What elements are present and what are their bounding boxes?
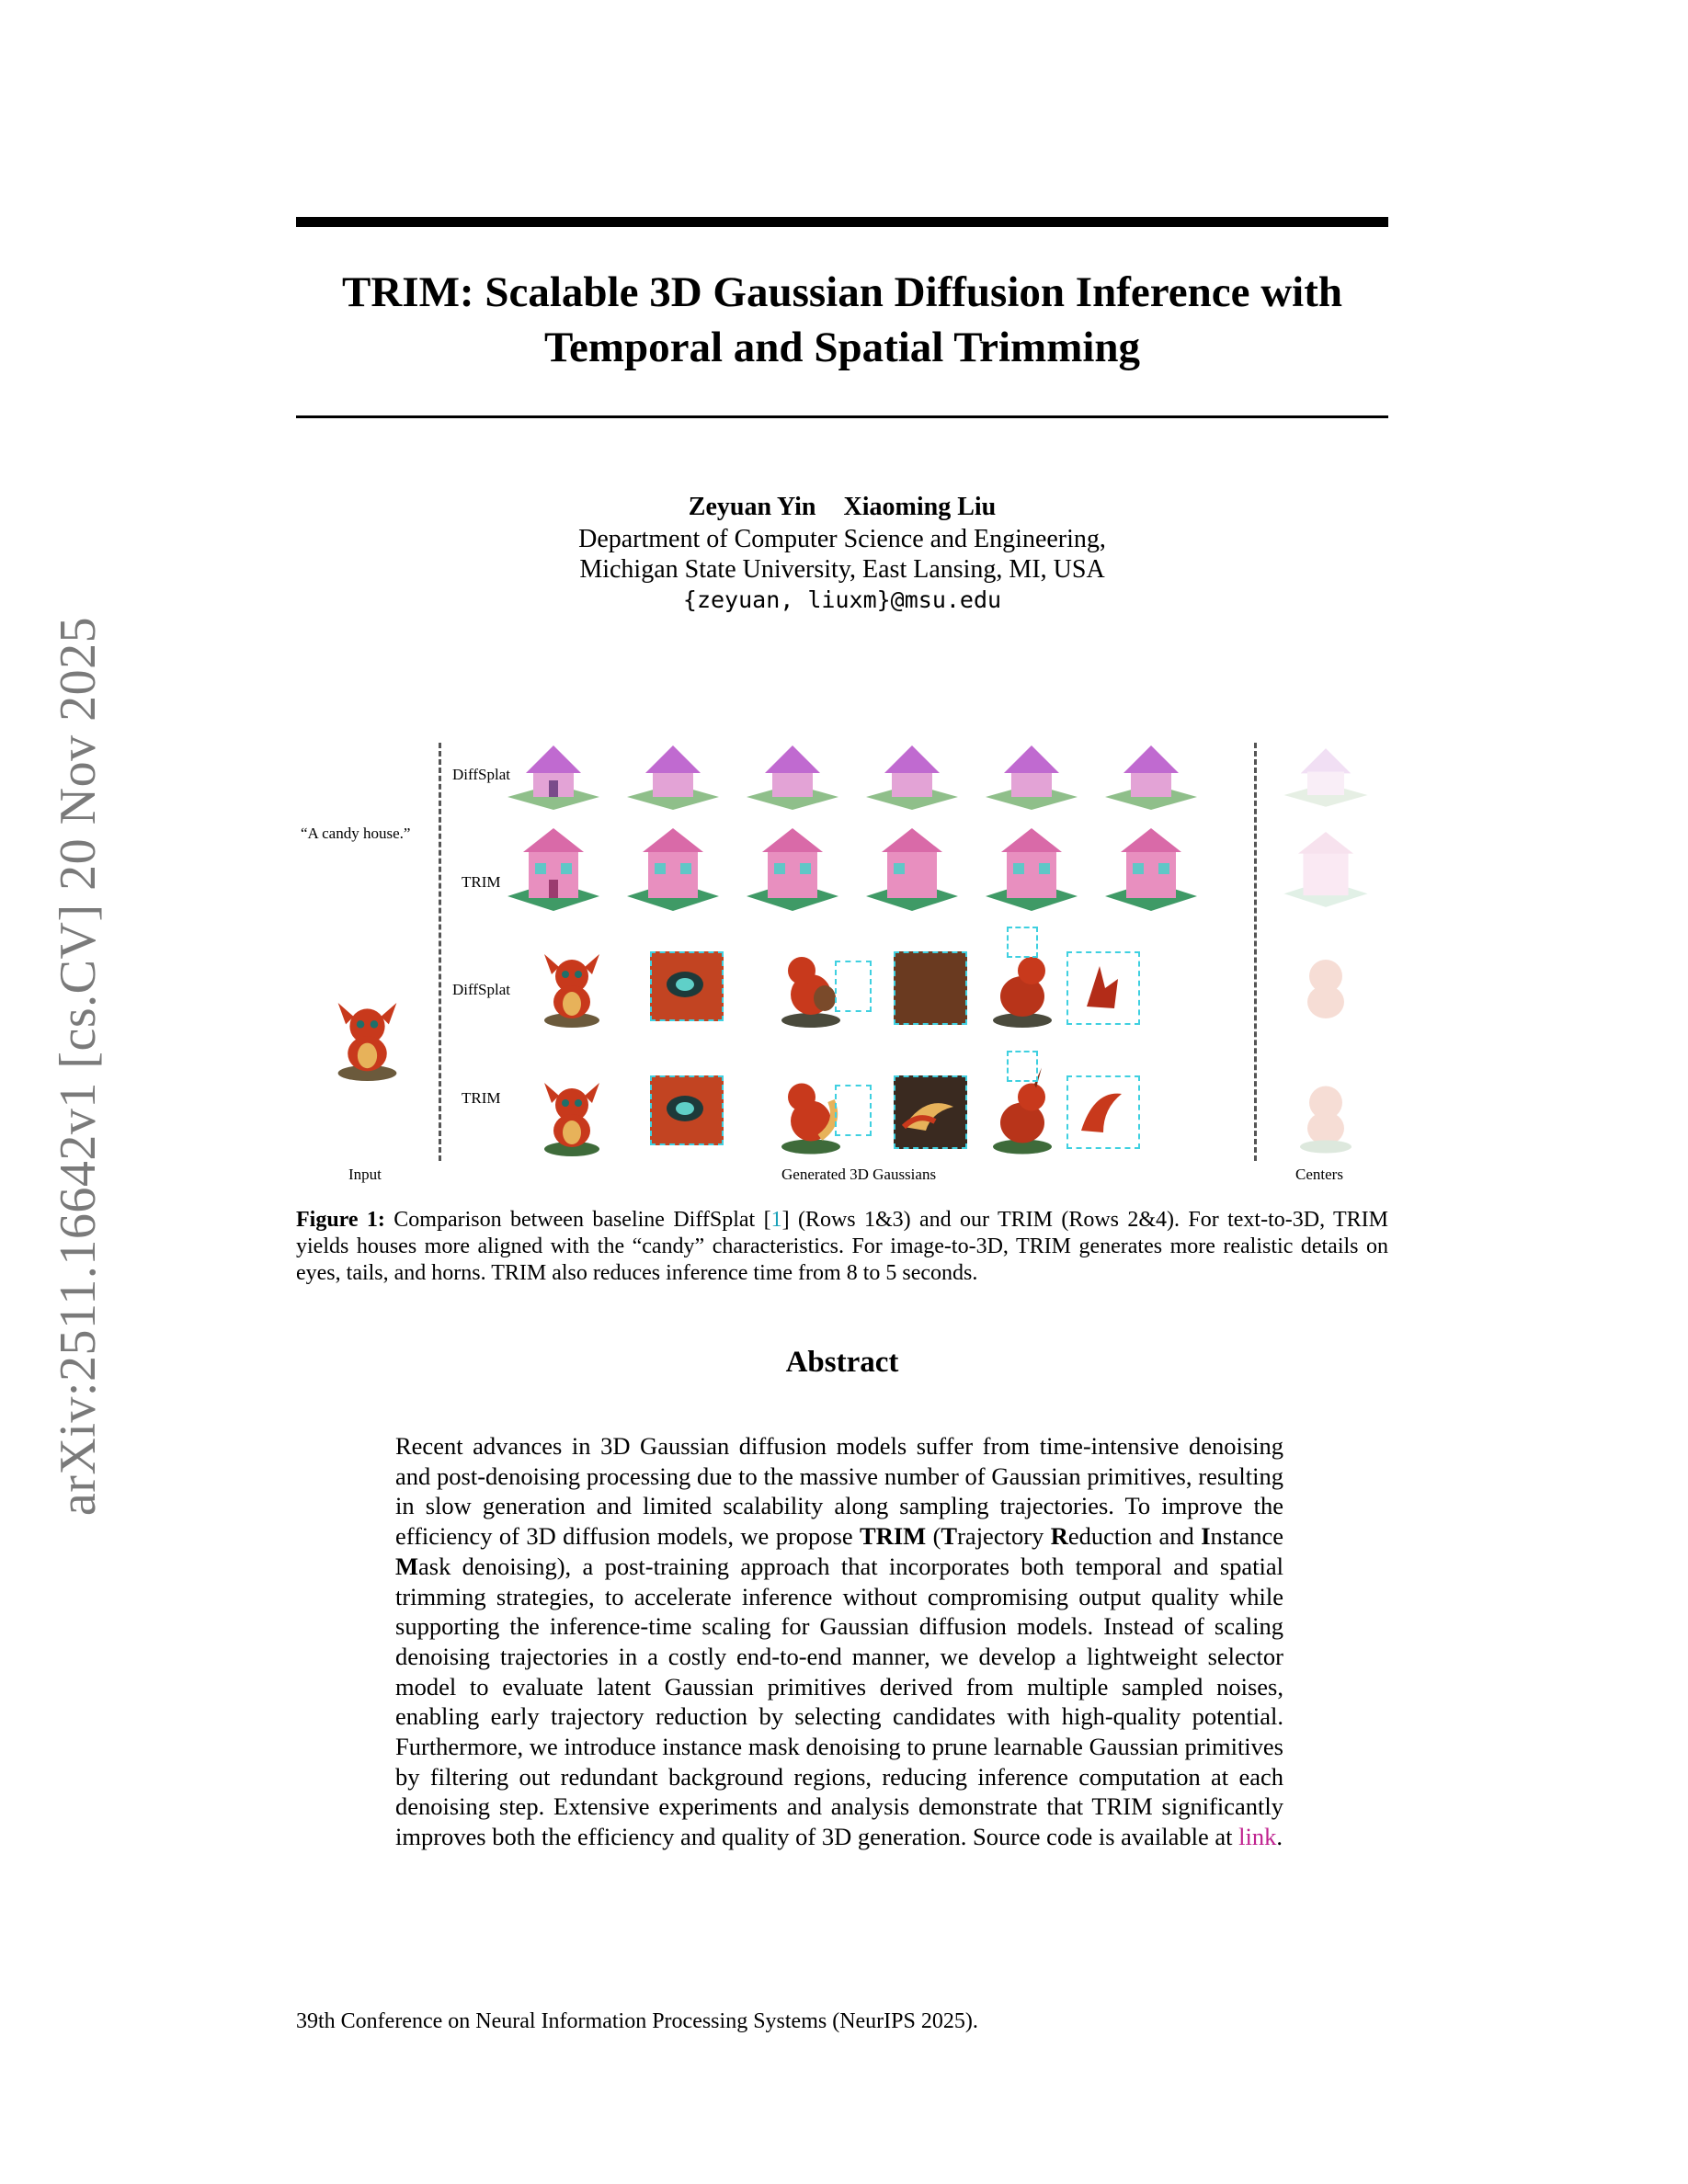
caption-text: ] (Rows 1&3) and our TRIM (Rows 2&4). For text-to-3D, TRIM yields houses more aligned with the “candy” characteristics. For image-to-3D, TRIM generates more realistic details on eyes, tails, and horns. TRIM also reduces inference time from 8 to 5 seconds. xyxy=(296,1208,1389,1285)
house-thumbnail xyxy=(1101,823,1202,915)
gaussian-centers-thumbnail xyxy=(1289,938,1363,1029)
paper-title xyxy=(296,265,1388,375)
title-rule-bottom xyxy=(296,415,1388,418)
caption-label: Figure 1: xyxy=(296,1208,385,1232)
dragon-thumbnail xyxy=(535,933,609,1034)
dragon-thumbnail xyxy=(535,1062,609,1163)
abstract-heading: Abstract xyxy=(785,1346,899,1379)
house-thumbnail xyxy=(503,823,604,915)
abstract-text: ask denoising), a post-training approach that incorporates both temporal and spatial trimming strategies, to accelerate inference without compromising output quality while supporting the inference-time scaling for Gaussian diffusion models. Instead of scaling denoising trajectories in a costly end-to-end manner, we develop a lightweight selector model to evaluate latent Gaussian primitives derived from multiple sampled noises, enabling early trajectory reduction by selecting candidates with high-quality potential. Furthermore, we introduce instance mask denoising to prune learnable Gaussian primitives by filtering out redundant background regions, reducing inference computation at each denoising step. Extensive experiments and analysis demonstrate that TRIM significantly improves both the efficiency and quality of 3D generation. Source code is available at xyxy=(395,1552,1283,1851)
horn-closeup xyxy=(1078,961,1125,1012)
house-thumbnail xyxy=(1101,740,1202,813)
divider-dashed xyxy=(439,743,441,1161)
row-label-diffsplat: DiffSplat xyxy=(452,981,510,998)
tail-closeup xyxy=(898,1085,959,1136)
house-thumbnail xyxy=(622,823,724,915)
house-thumbnail xyxy=(503,740,604,813)
acronym-letter: I xyxy=(1201,1522,1211,1551)
zoom-indicator xyxy=(1007,1051,1038,1082)
horn-closeup xyxy=(1076,1085,1127,1136)
gaussian-centers-thumbnail xyxy=(1280,740,1372,813)
input-dragon-image xyxy=(328,984,406,1085)
method-name: TRIM xyxy=(860,1522,927,1551)
abstract-text: ( xyxy=(926,1522,941,1551)
arxiv-stamp: arXiv:2511.16642v1 [cs.CV] 20 Nov 2025 xyxy=(50,616,107,1517)
zoom-indicator xyxy=(835,1085,872,1136)
abstract-text: Recent advances in 3D Gaussian diffusion models suffer from time-intensive denoising and post-denoising processing due to the massive number of Gaussian primitives, resulting in slow generation and limited scalability along sampling trajectories. To improve the efficiency of 3D diffusion models, we propose xyxy=(395,1432,1283,1551)
citation-link[interactable]: 1 xyxy=(770,1208,782,1232)
abstract-body xyxy=(395,1431,1283,1852)
acronym-letter: T xyxy=(941,1522,958,1551)
house-thumbnail xyxy=(861,823,963,915)
author-name: Zeyuan Yin xyxy=(688,493,816,521)
house-thumbnail xyxy=(742,740,843,813)
title-line-2: Temporal and Spatial Trimming xyxy=(543,324,1141,371)
abstract-text: eduction and xyxy=(1067,1522,1202,1551)
house-thumbnail xyxy=(742,823,843,915)
eye-closeup xyxy=(659,1085,711,1132)
caption-text: Comparison between baseline DiffSplat [ xyxy=(384,1208,771,1232)
abstract-text: rajectory xyxy=(957,1522,1051,1551)
author-list xyxy=(296,492,1388,523)
divider-dashed xyxy=(1254,743,1257,1161)
author-name: Xiaoming Liu xyxy=(843,493,997,521)
house-thumbnail xyxy=(981,740,1082,813)
row-label-diffsplat: DiffSplat xyxy=(452,766,510,783)
house-thumbnail xyxy=(981,823,1082,915)
title-rule-top xyxy=(296,217,1388,227)
gaussian-centers-thumbnail xyxy=(1280,823,1372,915)
house-thumbnail xyxy=(861,740,963,813)
affiliation-line: Department of Computer Science and Engineering, xyxy=(578,525,1106,553)
generated-label: Generated 3D Gaussians xyxy=(781,1166,937,1183)
eye-closeup xyxy=(659,961,711,1008)
abstract-text: . xyxy=(1276,1823,1283,1851)
affiliation-line: Michigan State University, East Lansing, MI, USA xyxy=(579,555,1105,584)
row-label-trim: TRIM xyxy=(462,1089,501,1107)
zoom-indicator xyxy=(1007,927,1038,958)
title-line-1: TRIM: Scalable 3D Gaussian Diffusion Inference with xyxy=(341,268,1343,316)
source-code-link[interactable]: link xyxy=(1238,1823,1277,1851)
author-email: {zeyuan, liuxm}@msu.edu xyxy=(682,586,1002,613)
gaussian-centers-thumbnail xyxy=(1289,1062,1363,1158)
centers-label: Centers xyxy=(1295,1166,1343,1183)
house-thumbnail xyxy=(622,740,724,813)
prompt-label: “A candy house.” xyxy=(301,825,411,842)
input-label: Input xyxy=(348,1166,382,1183)
zoom-indicator xyxy=(835,961,872,1012)
figure-caption xyxy=(296,1207,1388,1287)
row-label-trim: TRIM xyxy=(462,873,501,891)
abstract-text: nstance xyxy=(1210,1522,1283,1551)
zoom-crop-tail xyxy=(894,951,967,1025)
acronym-letter: M xyxy=(395,1552,419,1580)
acronym-letter: R xyxy=(1050,1522,1068,1551)
figure-1 xyxy=(296,735,1388,1195)
conference-footer: 39th Conference on Neural Information Processing Systems (NeurIPS 2025). xyxy=(296,2009,978,2033)
